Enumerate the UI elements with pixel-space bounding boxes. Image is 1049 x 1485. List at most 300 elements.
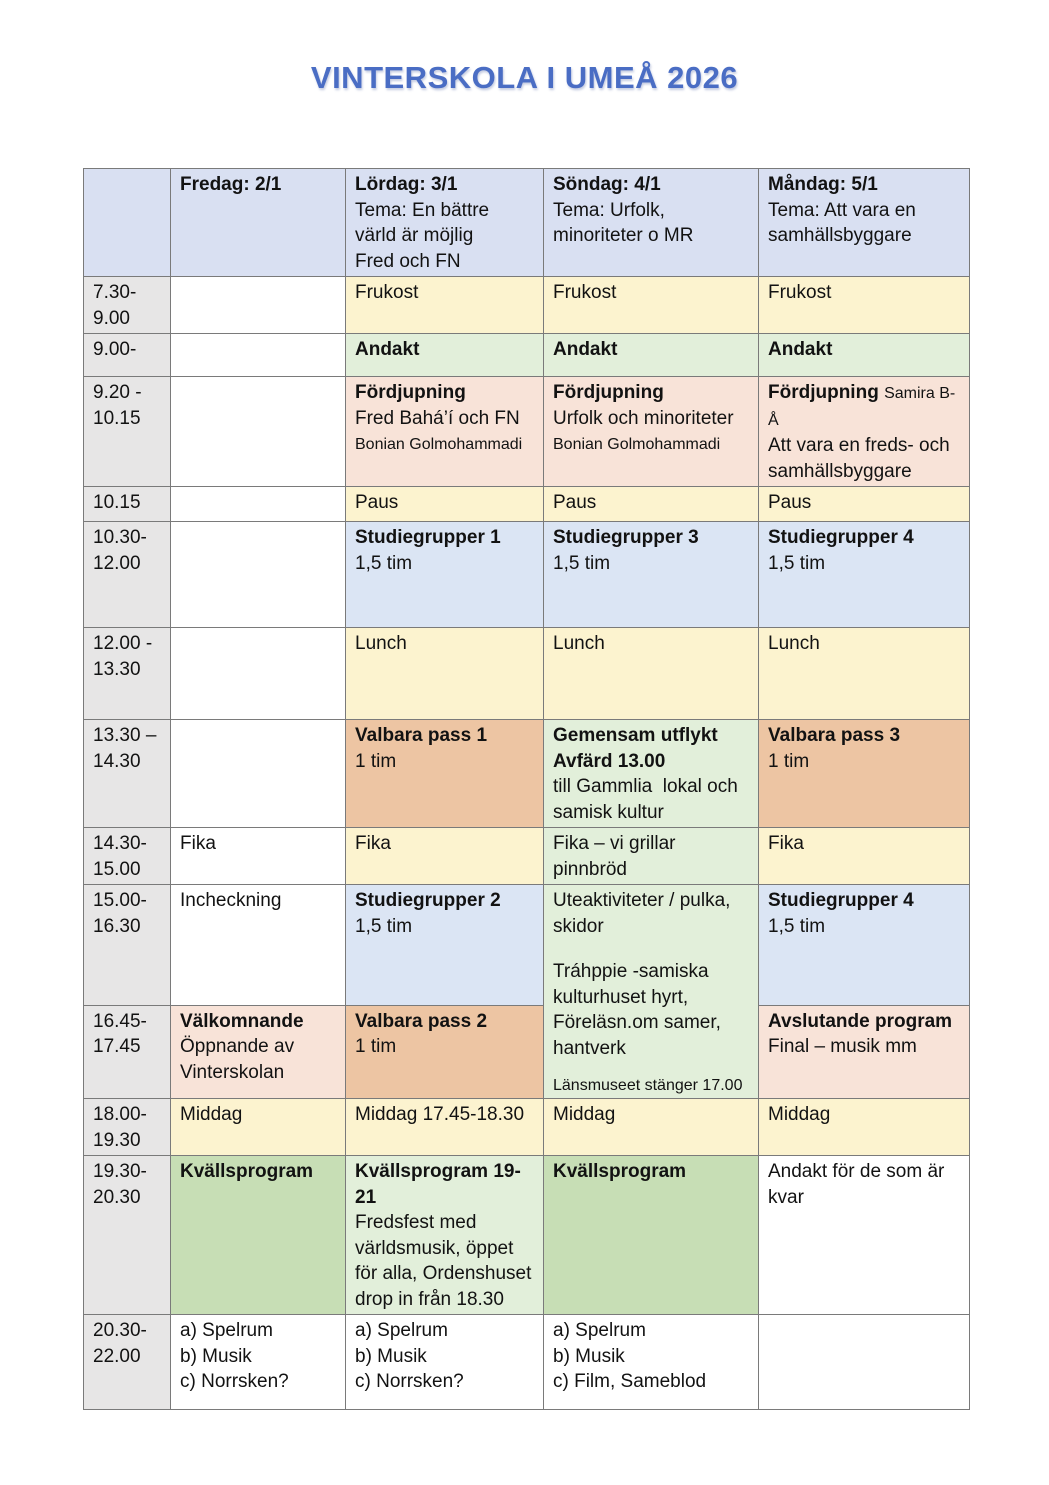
cell-text: Middag [180,1104,243,1125]
cell-text: Uteaktiviteter / pulka, [553,890,731,911]
day-header-sondag [544,169,759,277]
cell-line [180,1009,339,1035]
cell-line [355,525,537,551]
cell-line [93,914,164,940]
cell-text: Studiegrupper 4 [768,890,914,911]
cell-line [553,551,752,577]
table-row [84,885,970,1006]
schedule-cell [346,1315,544,1410]
cell-text: för alla, Ordenshuset [355,1263,532,1284]
time-cell [84,1005,171,1099]
schedule-cell [759,720,970,828]
cell-line [180,1369,339,1395]
cell-text: Välkomnande [180,1010,304,1032]
cell-line [553,914,752,940]
cell-text: Valbara pass 1 [355,725,488,746]
cell-line [355,551,537,577]
schedule-cell [346,1099,544,1156]
schedule-cell [759,1315,970,1410]
schedule-cell [171,1099,346,1156]
cell-text: Andakt [355,339,420,360]
cell-text: 9.00- [93,339,137,360]
schedule-cell [346,628,544,720]
cell-text: Kvällsprogram [180,1161,314,1182]
cell-text: Föreläsn.om samer, [553,1012,721,1033]
cell-line [553,631,752,657]
schedule-cell [171,828,346,885]
cell-text: kvar [768,1186,804,1208]
cell-text: Studiegrupper 3 [553,527,699,548]
schedule-cell [346,377,544,487]
cell-line [553,490,752,516]
cell-line [553,223,752,249]
cell-line [355,406,537,432]
cell-line [93,857,164,883]
time-cell [84,720,171,828]
schedule-cell [346,487,544,522]
cell-text: 10.15 [93,492,141,513]
table-row [84,377,970,487]
table-row [84,522,970,628]
cell-text: 15.00- [93,890,147,911]
cell-line [180,1318,339,1344]
cell-line [355,380,537,406]
cell-text: Tema: Att vara en [768,199,916,221]
schedule-cell [759,334,970,377]
cell-line [768,525,963,551]
cell-text: 10.30- [93,527,147,548]
cell-text: Kvällsprogram 19-21 [355,1161,521,1208]
cell-line [93,1318,164,1344]
cell-line [553,1074,752,1096]
cell-text: Öppnande av [180,1036,295,1057]
schedule-cell [171,487,346,522]
schedule-cell [759,277,970,334]
corner-cell [84,169,171,277]
table-row [84,1099,970,1156]
cell-line [768,172,963,198]
cell-text: 1 tim [768,750,810,772]
cell-text: Samira B-Å [768,385,956,429]
cell-text: Final – musik mm [768,1036,917,1057]
cell-line [355,1344,537,1370]
cell-line [93,657,164,683]
cell-line [93,380,164,406]
table-row [84,487,970,522]
cell-line [768,1159,963,1185]
cell-line [768,551,963,577]
cell-text: Söndag: 4/1 [553,174,661,195]
cell-text: 15.00 [93,858,141,880]
cell-line [768,459,963,485]
cell-line [553,1102,752,1128]
cell-text: Fika [355,833,391,854]
schedule-cell [544,1315,759,1410]
schedule-cell [171,1005,346,1099]
cell-line [93,406,164,432]
cell-text: Vinterskolan [180,1061,285,1083]
cell-line [355,249,537,275]
cell-line [180,888,339,914]
cell-line [553,198,752,224]
cell-text: 1,5 tim [768,915,826,937]
cell-line [553,1369,752,1395]
cell-line [553,337,752,363]
cell-line [768,1102,963,1128]
cell-text: 14.30 [93,750,141,772]
cell-text: 1,5 tim [553,552,611,574]
table-row [84,628,970,720]
schedule-cell [544,628,759,720]
cell-line [93,749,164,775]
cell-text: b) Musik [355,1345,427,1367]
cell-line [355,1287,537,1313]
schedule-cell [544,1156,759,1315]
cell-line [768,280,963,306]
cell-text: Länsmuseet stänger 17.00 [553,1077,743,1094]
schedule-cell [759,522,970,628]
time-cell [84,828,171,885]
table-row [84,720,970,828]
cell-text: Studiegrupper 2 [355,890,501,911]
cell-text: Avslutande program [768,1010,953,1032]
cell-line [93,831,164,857]
schedule-cell [171,377,346,487]
cell-line [553,431,752,458]
schedule-cell [171,628,346,720]
cell-text: 1,5 tim [355,915,413,937]
cell-text: b) Musik [553,1345,625,1367]
cell-line [355,490,537,516]
cell-text: världsmusik, öppet [355,1237,514,1259]
schedule-table [83,168,970,1410]
schedule-cell [346,828,544,885]
cell-text: 14.30- [93,833,147,854]
day-header-lordag [346,169,544,277]
cell-line [93,306,164,332]
cell-text: Fika [180,833,216,854]
cell-line [553,939,752,959]
cell-text: Att vara en freds- och [768,435,950,456]
cell-text: 10.15 [93,407,141,429]
cell-text: Middag [553,1104,616,1125]
time-cell [84,1315,171,1410]
cell-text: Bonian Golmohammadi [355,436,523,453]
schedule-cell [544,522,759,628]
cell-text: c) Norrsken? [355,1371,464,1392]
cell-line [355,223,537,249]
cell-text: Tema: Urfolk, [553,199,665,221]
cell-text: Studiegrupper 4 [768,527,914,548]
cell-text: 19.30- [93,1161,147,1182]
cell-text: Fred och FN [355,250,461,272]
schedule-cell [544,720,759,828]
cell-line [355,1102,537,1128]
header-row [84,169,970,277]
cell-text: 12.00 [93,552,141,574]
cell-line [768,380,963,433]
cell-line [768,914,963,940]
time-cell [84,1099,171,1156]
schedule-cell [759,885,970,1006]
cell-line [93,525,164,551]
cell-text: Tráhppie -samiska [553,961,709,982]
cell-line [768,490,963,516]
schedule-cell [346,1156,544,1315]
schedule-cell [171,885,346,1006]
cell-line [553,1036,752,1062]
cell-text: 12.00 - [93,633,153,654]
schedule-cell [171,720,346,828]
cell-text: Studiegrupper 1 [355,527,501,548]
schedule-cell [171,522,346,628]
cell-line [768,749,963,775]
cell-text: 13.30 – [93,725,157,746]
cell-text: drop in från 18.30 [355,1288,504,1310]
schedule-cell [346,277,544,334]
cell-line [768,223,963,249]
cell-text: samhällsbyggare [768,460,912,482]
cell-line [180,172,339,198]
schedule-cell [544,277,759,334]
cell-line [355,914,537,940]
cell-line [768,1009,963,1035]
cell-text: pinnbröd [553,858,627,880]
table-row [84,1005,970,1099]
cell-line [553,800,752,826]
cell-text: Fördjupning [553,382,664,403]
schedule-cell [346,1005,544,1099]
cell-line [553,1010,752,1036]
cell-text: a) Spelrum [180,1320,273,1341]
table-row [84,1156,970,1315]
time-cell [84,334,171,377]
schedule-cell [759,1099,970,1156]
time-cell [84,885,171,1006]
cell-line [355,1261,537,1287]
cell-line [553,280,752,306]
cell-text: Paus [768,492,812,513]
cell-line [355,431,537,458]
cell-line [180,1344,339,1370]
cell-text: 18.00- [93,1104,147,1125]
cell-text: a) Spelrum [355,1320,448,1341]
cell-text: 20.30- [93,1320,147,1341]
cell-text: 19.30 [93,1129,141,1151]
cell-text: Andakt för de som är [768,1161,945,1182]
cell-line [93,1034,164,1060]
table-row [84,334,970,377]
cell-text: c) Film, Sameblod [553,1371,707,1392]
cell-line [355,172,537,198]
cell-text: Paus [355,492,399,513]
cell-line [553,525,752,551]
cell-line [93,1128,164,1154]
schedule-cell [346,334,544,377]
cell-line [553,406,752,432]
cell-text: 9.00 [93,307,130,329]
day-header-fredag [171,169,346,277]
cell-line [93,888,164,914]
schedule-cell [759,377,970,487]
schedule-cell [759,487,970,522]
cell-line [355,631,537,657]
cell-line [93,280,164,306]
cell-text: Incheckning [180,890,282,911]
table-row [84,828,970,885]
cell-text: Andakt [553,339,618,360]
cell-line [768,1034,963,1060]
cell-line [355,888,537,914]
cell-line [93,631,164,657]
cell-line [553,774,752,800]
schedule-cell [171,334,346,377]
schedule-cell [759,828,970,885]
cell-line [553,1318,752,1344]
page-title: VINTERSKOLA I UMEÅ 2026 [310,60,739,95]
cell-line [768,1185,963,1211]
cell-line [553,1344,752,1370]
cell-text: skidor [553,915,604,937]
cell-line [355,723,537,749]
time-cell [84,277,171,334]
cell-text: hantverk [553,1037,626,1059]
cell-text: 1 tim [355,750,397,772]
cell-text: c) Norrsken? [180,1371,289,1392]
cell-line [355,1009,537,1035]
cell-text: Lördag: 3/1 [355,174,458,195]
cell-text: Valbara pass 3 [768,725,901,746]
cell-line [768,888,963,914]
day-header-mandag [759,169,970,277]
cell-text: Lunch [553,633,605,654]
cell-line [93,1102,164,1128]
schedule-cell [544,885,759,1099]
cell-text: Bonian Golmohammadi [553,436,721,453]
cell-line [93,723,164,749]
cell-text: 17.45 [93,1036,141,1057]
cell-line [355,749,537,775]
cell-line [553,1159,752,1185]
cell-line [180,831,339,857]
cell-text: samhällsbyggare [768,225,912,246]
cell-text: Frukost [553,282,617,303]
cell-text: 16.30 [93,915,141,937]
cell-line [768,337,963,363]
cell-text: Andakt [768,339,833,360]
cell-line [93,1344,164,1370]
cell-text: Fredsfest med [355,1212,477,1233]
cell-text: 1 tim [355,1036,397,1057]
schedule-cell [759,628,970,720]
cell-text: 16.45- [93,1010,147,1032]
cell-text: Middag 17.45-18.30 [355,1104,525,1125]
cell-line [355,1369,537,1395]
time-cell [84,1156,171,1315]
schedule-cell [544,1099,759,1156]
cell-text: Valbara pass 2 [355,1010,488,1032]
cell-text: 22.00 [93,1345,141,1367]
table-row [84,277,970,334]
schedule-cell [544,377,759,487]
cell-text: Fördjupning [355,382,466,403]
cell-line [355,1034,537,1060]
cell-text: b) Musik [180,1345,252,1367]
schedule-cell [346,720,544,828]
cell-line [553,857,752,883]
cell-text: Fika – vi grillar [553,833,676,854]
cell-text: Urfolk och minoriteter [553,407,734,429]
cell-line [768,198,963,224]
cell-text: Gemensam utflykt [553,725,718,746]
cell-text: 9.20 - [93,382,142,403]
schedule-cell [346,885,544,1006]
cell-line [553,380,752,406]
cell-text: kulturhuset hyrt, [553,986,689,1008]
cell-text: Middag [768,1104,831,1125]
cell-line [355,831,537,857]
schedule-cell [171,1315,346,1410]
cell-text: till Gammlia lokal och [553,776,738,797]
cell-line [93,551,164,577]
time-cell [84,487,171,522]
cell-line [355,1210,537,1236]
cell-line [355,1236,537,1262]
cell-line [768,831,963,857]
time-cell [84,522,171,628]
schedule-cell [759,1005,970,1099]
cell-line [93,1009,164,1035]
cell-line [355,280,537,306]
cell-text: 1,5 tim [355,552,413,574]
cell-text: 20.30 [93,1186,141,1208]
cell-line [553,723,752,749]
cell-line [93,1185,164,1211]
cell-line [768,631,963,657]
cell-text: värld är möjlig [355,225,474,246]
schedule-cell [544,828,759,885]
cell-text: 13.30 [93,658,141,680]
cell-text: samisk kultur [553,801,664,823]
cell-line [93,337,164,363]
schedule-cell [346,522,544,628]
time-cell [84,628,171,720]
cell-line [180,1102,339,1128]
cell-line [355,1159,537,1210]
cell-line [355,1318,537,1344]
cell-line [180,1034,339,1060]
cell-line [553,959,752,985]
schedule-cell [759,1156,970,1315]
cell-line [93,490,164,516]
cell-text: Tema: En bättre [355,199,490,221]
cell-line [553,985,752,1011]
cell-text: Fördjupning [768,382,885,403]
cell-text: Fika [768,833,804,854]
cell-line [553,172,752,198]
table-row [84,1315,970,1410]
cell-text: Fred Bahá’í och FN [355,407,520,429]
cell-text: Lunch [355,633,407,654]
cell-text: Fredag: 2/1 [180,174,282,195]
cell-text: a) Spelrum [553,1320,646,1341]
cell-line [355,337,537,363]
cell-line [355,198,537,224]
cell-line [553,831,752,857]
cell-line [180,1159,339,1185]
cell-text: Avfärd 13.00 [553,750,666,772]
cell-text: Måndag: 5/1 [768,174,878,195]
